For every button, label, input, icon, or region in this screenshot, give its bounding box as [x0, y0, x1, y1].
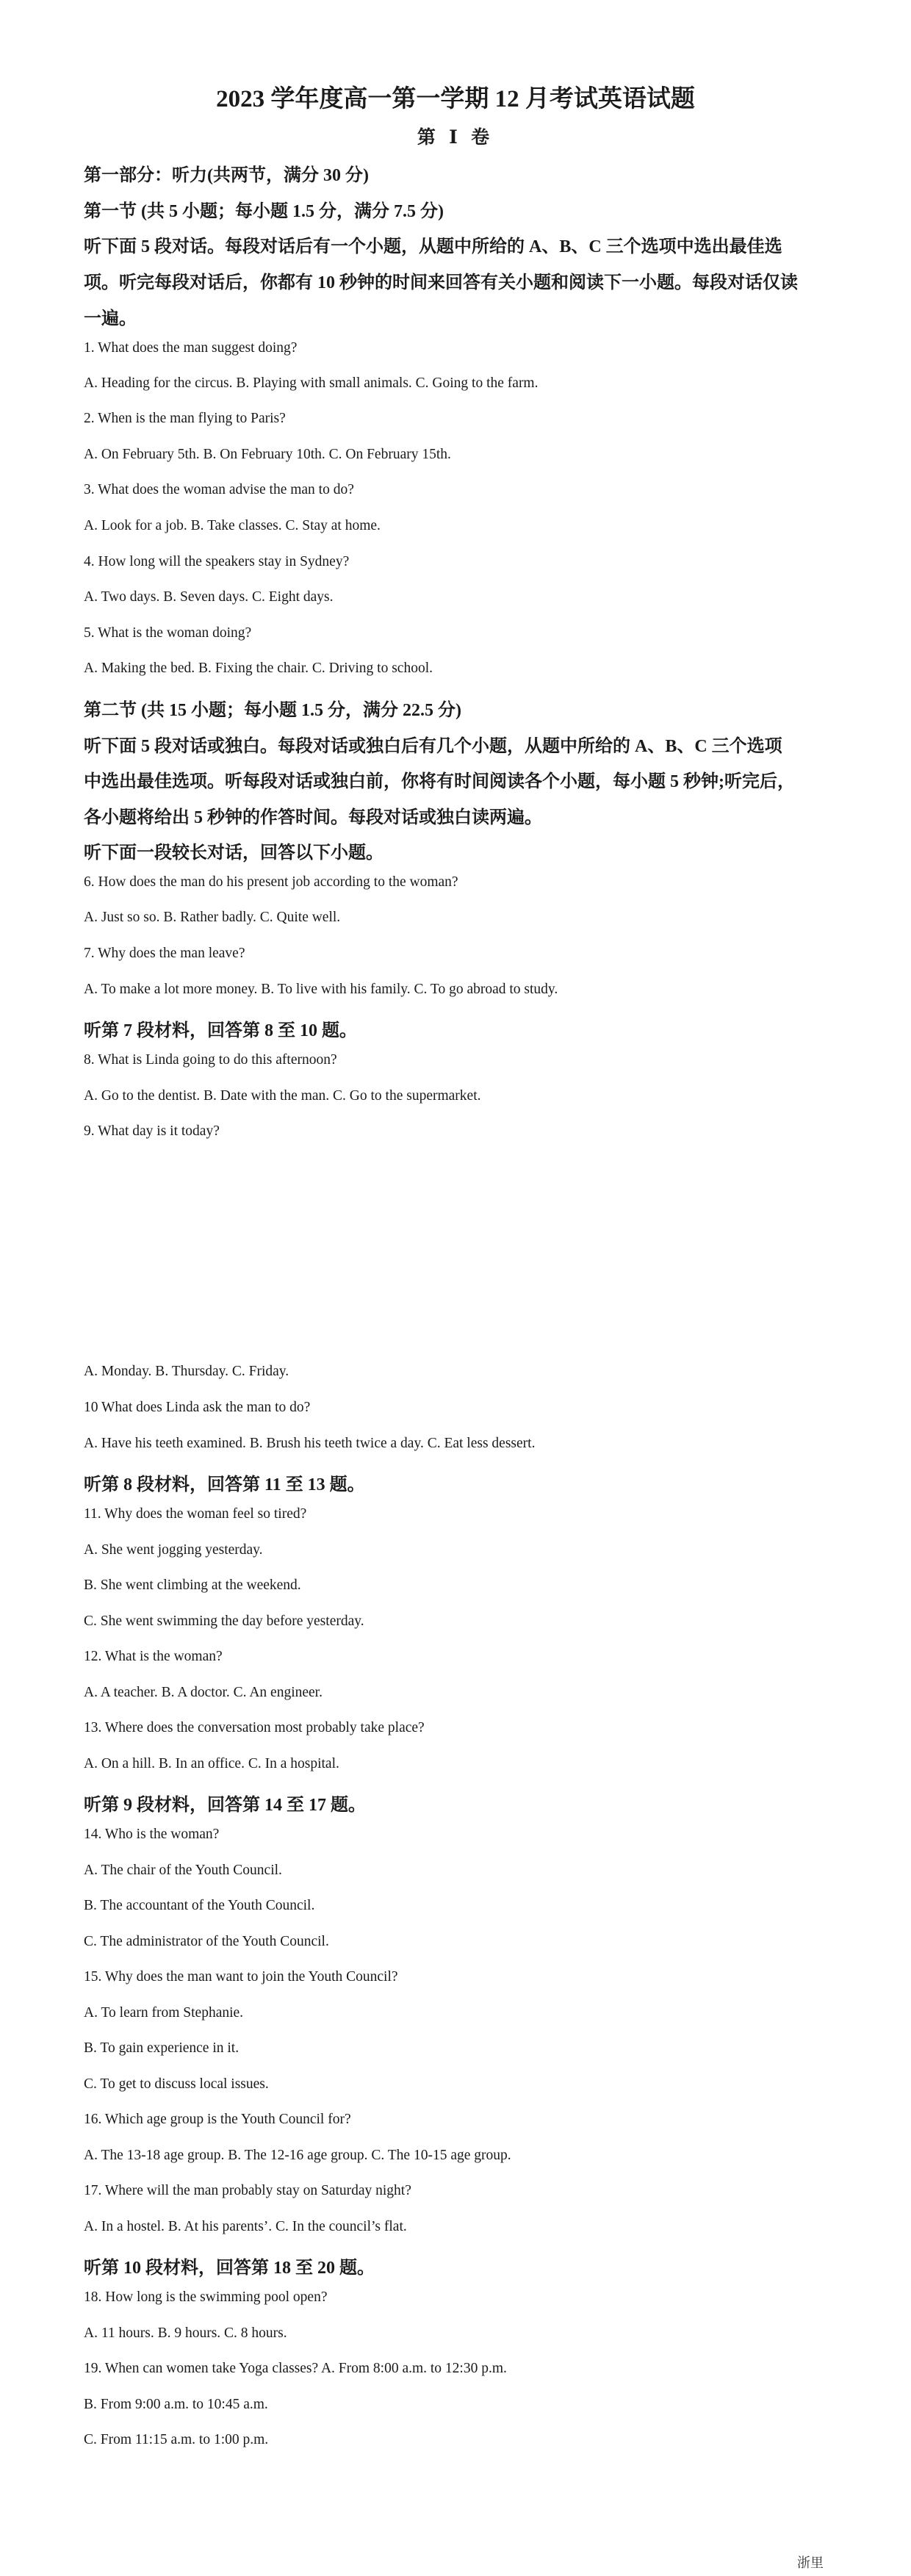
question-12-options: A. A teacher. B. A doctor. C. An engineer.	[84, 1685, 323, 1700]
question-11: 11. Why does the woman feel so tired?	[84, 1506, 307, 1522]
question-14-option-b: B. The accountant of the Youth Council.	[84, 1898, 315, 1913]
question-3-options: A. Look for a job. B. Take classes. C. Stay at home.	[84, 518, 381, 533]
question-15-option-a: A. To learn from Stephanie.	[84, 2005, 244, 2021]
footer-watermark: 浙里	[797, 2555, 824, 2570]
question-9-options: A. Monday. B. Thursday. C. Friday.	[84, 1364, 289, 1379]
question-13: 13. Where does the conversation most probably take place?	[84, 1720, 425, 1735]
question-18-options: A. 11 hours. B. 9 hours. C. 8 hours.	[84, 2325, 287, 2341]
section2-instructions: 各小题将给出 5 秒钟的作答时间。每段对话或独白读两遍。	[84, 808, 542, 827]
question-6-options: A. Just so so. B. Rather badly. C. Quite well.	[84, 910, 341, 925]
question-9: 9. What day is it today?	[84, 1123, 220, 1139]
exam-title: 2023 学年度高一第一学期 12 月考试英语试题	[216, 86, 695, 112]
section1-heading: 第一节 (共 5 小题；每小题 1.5 分，满分 7.5 分)	[84, 202, 444, 221]
question-10: 10 What does Linda ask the man to do?	[84, 1400, 311, 1415]
question-4-options: A. Two days. B. Seven days. C. Eight days.	[84, 589, 334, 605]
question-14-option-c: C. The administrator of the Youth Council.	[84, 1934, 329, 1949]
question-5-options: A. Making the bed. B. Fixing the chair. C. Driving to school.	[84, 661, 433, 676]
question-18: 18. How long is the swimming pool open?	[84, 2289, 328, 2305]
question-11-option-b: B. She went climbing at the weekend.	[84, 1577, 301, 1593]
material-8-heading: 听第 8 段材料，回答第 11 至 13 题。	[84, 1475, 365, 1494]
question-19: 19. When can women take Yoga classes? A. From 8:00 a.m. to 12:30 p.m.	[84, 2361, 507, 2376]
section2-instructions: 听下面 5 段对话或独白。每段对话或独白后有几个小题，从题中所给的 A、B、C 三个选项	[84, 737, 782, 756]
question-15-option-c: C. To get to discuss local issues.	[84, 2076, 269, 2092]
question-16: 16. Which age group is the Youth Council for?	[84, 2112, 351, 2127]
volume-label: 第 Ⅰ 卷	[417, 128, 494, 148]
question-12: 12. What is the woman?	[84, 1649, 223, 1664]
part-heading: 第一部分：听力(共两节，满分 30 分)	[84, 166, 369, 185]
question-19-option-b: B. From 9:00 a.m. to 10:45 a.m.	[84, 2397, 268, 2412]
question-3: 3. What does the woman advise the man to do?	[84, 482, 354, 497]
question-17: 17. Where will the man probably stay on Saturday night?	[84, 2183, 411, 2198]
question-17-options: A. In a hostel. B. At his parents’. C. In the council’s flat.	[84, 2219, 407, 2234]
section2-instructions: 中选出最佳选项。听每段对话或独白前，你将有时间阅读各个小题，每小题 5 秒钟;听完后，	[84, 772, 795, 791]
question-14: 14. Who is the woman?	[84, 1827, 220, 1842]
section2-heading: 第二节 (共 15 小题；每小题 1.5 分，满分 22.5 分)	[84, 701, 461, 720]
question-16-options: A. The 13-18 age group. B. The 12-16 age group. C. The 10-15 age group.	[84, 2148, 511, 2163]
question-15-option-b: B. To gain experience in it.	[84, 2040, 240, 2056]
question-2: 2. When is the man flying to Paris?	[84, 411, 286, 426]
material-9-heading: 听第 9 段材料，回答第 14 至 17 题。	[84, 1796, 366, 1815]
question-11-option-a: A. She went jogging yesterday.	[84, 1542, 263, 1558]
material-lead: 听下面一段较长对话，回答以下小题。	[84, 843, 384, 863]
question-13-options: A. On a hill. B. In an office. C. In a hospital.	[84, 1756, 339, 1771]
section1-instructions: 一遍。	[84, 309, 137, 328]
question-5: 5. What is the woman doing?	[84, 625, 252, 641]
question-6: 6. How does the man do his present job according to the woman?	[84, 874, 458, 890]
question-15: 15. Why does the man want to join the Youth Council?	[84, 1969, 398, 1985]
question-1: 1. What does the man suggest doing?	[84, 340, 298, 356]
question-10-options: A. Have his teeth examined. B. Brush his teeth twice a day. C. Eat less dessert.	[84, 1436, 536, 1451]
question-19-option-c: C. From 11:15 a.m. to 1:00 p.m.	[84, 2432, 269, 2447]
material-10-heading: 听第 10 段材料，回答第 18 至 20 题。	[84, 2259, 375, 2278]
material-7-heading: 听第 7 段材料，回答第 8 至 10 题。	[84, 1021, 357, 1040]
question-4: 4. How long will the speakers stay in Sydney?	[84, 554, 350, 569]
question-2-options: A. On February 5th. B. On February 10th. C. On February 15th.	[84, 447, 451, 462]
question-1-options: A. Heading for the circus. B. Playing with small animals. C. Going to the farm.	[84, 375, 539, 391]
question-7: 7. Why does the man leave?	[84, 946, 245, 961]
question-11-option-c: C. She went swimming the day before yesterday.	[84, 1613, 364, 1629]
question-8-options: A. Go to the dentist. B. Date with the man. C. Go to the supermarket.	[84, 1088, 481, 1104]
section1-instructions: 项。听完每段对话后，你都有 10 秒钟的时间来回答有关小题和阅读下一小题。每段对话仅读	[84, 273, 798, 292]
question-8: 8. What is Linda going to do this afternoon?	[84, 1052, 337, 1068]
section1-instructions: 听下面 5 段对话。每段对话后有一个小题，从题中所给的 A、B、C 三个选项中选出最佳选	[84, 237, 782, 256]
question-14-option-a: A. The chair of the Youth Council.	[84, 1863, 282, 1878]
question-7-options: A. To make a lot more money. B. To live with his family. C. To go abroad to study.	[84, 982, 558, 997]
